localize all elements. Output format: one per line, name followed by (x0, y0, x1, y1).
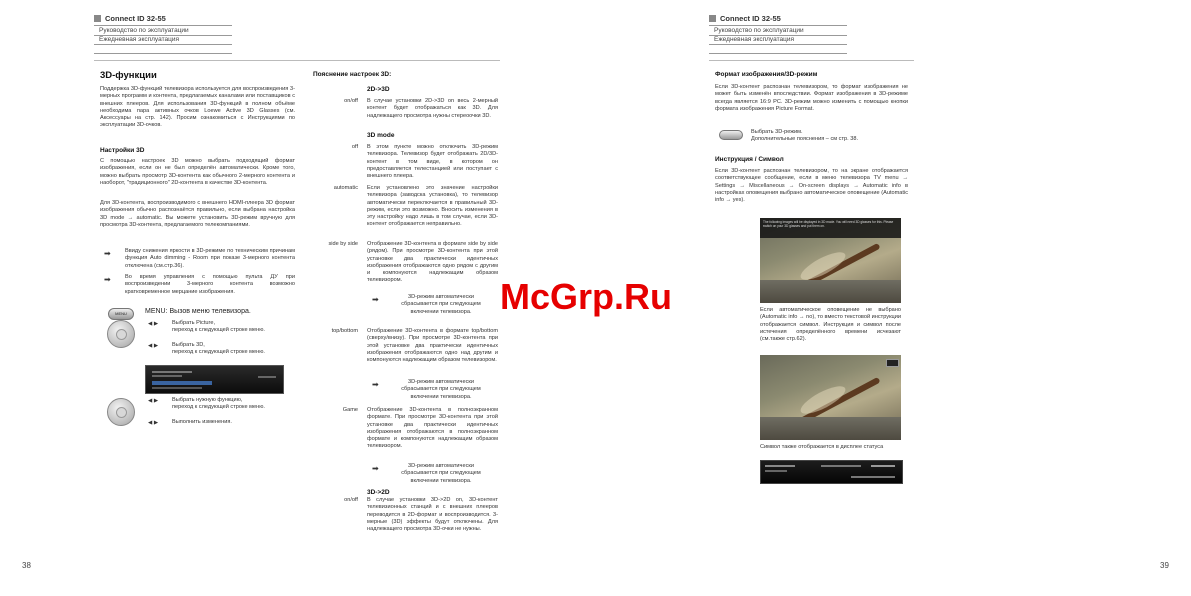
note-1: Ввиду снижения яркости в 3D-режиме по техническим причинам функция Auto dimming - Room при показе 3-мерного контента отключена (см.стр.36). (125, 248, 295, 269)
text-off: В этом пункте можно отключить 3D-режим телевизора. Телевизор будет отображать 2D/3D-контент в том виде, в котором он предоставляется телестанцией или поступает с внешнего плеера. (367, 144, 498, 180)
header-sub2: Ежедневная эксплуатация (99, 36, 179, 43)
note-game: 3D-режим автоматически сбрасывается при следующем включении телевизора. (401, 463, 481, 484)
step-3: Выбрать нужную функцию, переход к следующей строке меню. (172, 397, 265, 410)
header-sub1: Руководство по эксплуатации (99, 27, 189, 34)
tv-menu-screenshot (145, 365, 284, 394)
text-3d2d: В случае установки 3D->2D on, 3D-контент телевизионных станций и с внешних плееров переводится в 2D-формат и воспроизводится. 3-мерные (3D) эффекты будут отключены. Для надлежащего просмотра 3D-очки не нужны. (367, 497, 498, 533)
header-title-text: Connect ID 32-55 (105, 14, 166, 23)
menu-label: MENU: Вызов меню телевизора. (145, 308, 251, 315)
label-on-off: on/off (344, 497, 358, 503)
step-4: Выполнить изменения. (172, 419, 232, 425)
note-arrow-icon: ➡ (372, 464, 379, 473)
header-square-icon (94, 15, 101, 22)
dragonfly-photo-with-message (760, 218, 901, 303)
header-divider (94, 44, 232, 45)
note-arrow-icon: ➡ (372, 380, 379, 389)
header-divider (709, 25, 847, 26)
label-off: off (351, 144, 358, 150)
dragonfly-photo-with-symbol (760, 355, 901, 440)
header-divider (94, 25, 232, 26)
header-title-left (94, 14, 166, 23)
header-square-icon (709, 15, 716, 22)
page-number-left: 38 (22, 561, 31, 570)
left-right-arrows-icon: ◀ ▶ (148, 343, 159, 349)
header-sub1: Руководство по эксплуатации (714, 27, 804, 34)
header-rule (709, 60, 914, 61)
header-title-text: Connect ID 32-55 (720, 14, 781, 23)
step-2: Выбрать 3D, переход к следующей строке меню. (172, 342, 265, 355)
step-1: Выбрать Picture, переход к следующей строке меню. (172, 320, 265, 333)
subsection-2d3d: 2D->3D (367, 86, 390, 93)
menu-button-icon: MENU (108, 308, 134, 320)
header-sub2: Ежедневная эксплуатация (714, 36, 794, 43)
note-2: Во время управления с помощью пульта ДУ при воспроизведении 3-мерного контента возможно кратковременное мерцание изображения. (125, 274, 295, 295)
format-paragraph: Если 3D-контент распознан телевизором, то формат изображения не может быть изменён впоследствии. Формат изображения в 3D-режиме всегда является 16:9 PC. 3D-режим можно изменить с помощью кнопки формата изображения Picture Format. (715, 84, 908, 112)
settings-paragraph-1: С помощью настроек 3D можно выбрать подходящий формат изображения, если он не был определён автоматически. Кроме того, можно выбрать просмотр 3D-контента как обычного 2-мерного контента и наоборот, "традиционного" 2D-контента в качестве 3D-контента. (100, 158, 295, 186)
status-display-screenshot (760, 460, 903, 484)
label-automatic: automatic (333, 185, 358, 191)
section-title-settings: Настройки 3D (100, 147, 145, 154)
3d-symbol-icon (886, 359, 899, 367)
note-arrow-icon: ➡ (372, 295, 379, 304)
text-top-bottom: Отображение 3D-контента в формате top/bottom (сверху/внизу). При просмотре 3D-контента при этой установке два практически идентичных изображения отображаются одно над другим и компонуются надлежащим образом телевизором. (367, 328, 498, 364)
remote-control-icon (107, 320, 135, 348)
label-on-off: on/off (344, 98, 358, 104)
label-side-by-side: side by side (328, 241, 358, 247)
picture-format-button-icon (719, 130, 743, 140)
page-number-right: 39 (1160, 561, 1169, 570)
text-game: Отображение 3D-контента в полноэкранном формате. При просмотре 3D-контента при этой установке два практически идентичных изображения отображаются в полноэкранном формате и компонуются надлежащим образом телевизором. (367, 407, 498, 450)
instruction-paragraph: Если 3D-контент распознан телевизором, то на экране отображается соответствующее сообщение, если в меню телевизора TV menu → Settings → Miscellaneous → On-screen displays → Automatic info в настройках оповещения выбрано автоматическое оповещение (Automatic info → yes). (715, 168, 908, 204)
left-right-arrows-icon: ◀ ▶ (148, 321, 159, 327)
subsection-3d-mode: 3D mode (367, 132, 395, 139)
photo-message-text: The following images will be displayed in 3D mode. You will need 3D glasses for this. Please switch on your 3D glasses and put them on. (763, 220, 894, 228)
left-right-arrows-icon: ◀ ▶ (148, 420, 159, 426)
header-divider (709, 53, 847, 54)
header-divider (94, 53, 232, 54)
note-arrow-icon: ➡ (104, 275, 111, 284)
text-side-by-side: Отображение 3D-контента в формате side by side (рядом). При просмотре 3D-контента при этой установке два практически идентичных изображения отображаются одно рядом с другим и компонуются надлежащим образом телевизором. (367, 241, 498, 284)
section-title-format: Формат изображения/3D-режим (715, 71, 818, 78)
left-right-arrows-icon: ◀ ▶ (148, 398, 159, 404)
section-title-instruction: Инструкция / Символ (715, 156, 784, 163)
text-2d3d: В случае установки 2D->3D on весь 2-мерный контент будет отображаться как 3D. Для надлежащего просмотра нужны стереоочки 3D. (367, 98, 498, 119)
remote-control-icon (107, 398, 135, 426)
text-automatic: Если установлено это значение настройки телевизора (заводска установка), то телевизор автоматически переключается в правильный 3D-режим, если это возможно. Вносить изменения в эту настройку надо лишь в том случае, если 3D-контент отображается неправильно. (367, 185, 498, 228)
header-title-right (709, 14, 781, 23)
subsection-3d2d: 3D->2D (367, 489, 390, 496)
note-arrow-icon: ➡ (104, 249, 111, 258)
settings-paragraph-2: Для 3D-контента, воспроизводимого с внешнего HDMI-плеера 3D формат изображения обычно распознаётся правильно, если выбрана настройка 3D mode → automatic. Вы можете установить 3D-режим вручную для просмотра 3D-контента, предлагаемого телекомпаниями. (100, 200, 295, 228)
intro-paragraph: Поддержка 3D-функций телевизора используется для воспроизведения 3-мерных программ и контента, предлагаемых каналами или поставщиков с внешних плееров. Для использования 3D-функций в полном объёме необходима пара активных очков Loewe Active 3D Glasses (см. Аксессуары на стр. 142). Просим ознакомиться с Инструкциями по эксплуатации 3D-очков. (100, 86, 295, 129)
header-divider (709, 44, 847, 45)
section-title-explain: Пояснение настроек 3D: (313, 71, 392, 78)
status-paragraph: Символ также отображается в дисплее статуса (760, 444, 884, 450)
note-top-bottom: 3D-режим автоматически сбрасывается при следующем включении телевизора. (401, 379, 481, 400)
label-top-bottom: top/bottom (331, 328, 358, 334)
watermark: McGrp.Ru (500, 276, 673, 317)
format-step: Выбрать 3D-режим. Дополнительные пояснения – см стр. 38. (751, 129, 859, 142)
label-game: Game (342, 407, 358, 413)
page-title: 3D-функции (100, 70, 157, 81)
header-rule (94, 60, 500, 61)
note-side-by-side: 3D-режим автоматически сбрасывается при следующем включении телевизора. (401, 294, 481, 315)
symbol-paragraph: Если автоматическое оповещение не выбрано (Automatic info → no), то вместо текстовой инструкции отображается символ. Инструкция и символ после истечения определённого времени исчезают (см.также стр.62). (760, 307, 901, 343)
